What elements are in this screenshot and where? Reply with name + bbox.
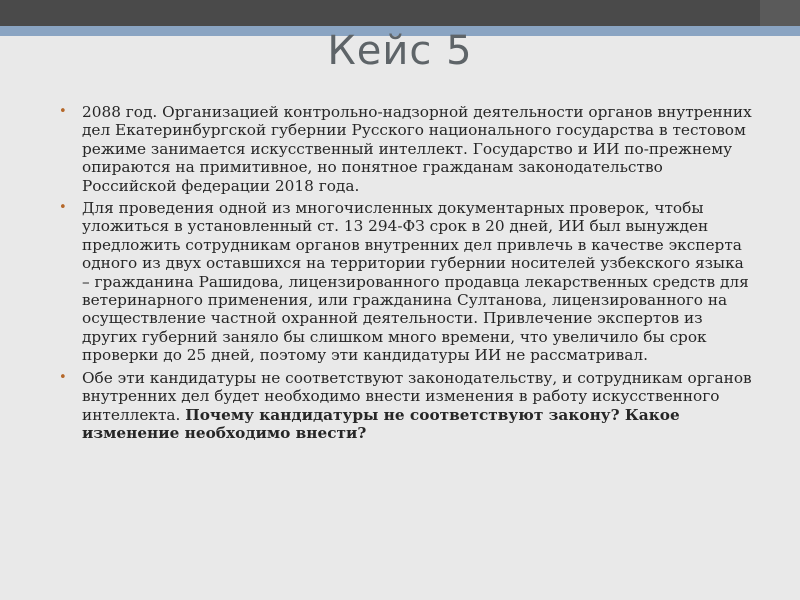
top-band-corner — [760, 0, 800, 26]
bullet-icon: • — [59, 200, 67, 216]
paragraph — [58, 369, 753, 443]
top-band — [0, 0, 800, 26]
slide-body — [58, 103, 753, 446]
paragraph-text: Для проведения одной из многочисленных документарных проверок, чтобы уложиться в установленный ст. 13 294-ФЗ срок в 20 дней, ИИ был вынужден предложить сотрудникам органов внутренних дел привлечь в качестве эксперта одного из двух оставшихся на территории губернии носителей узбекского языка – гражданина Рашидова, лицензированного продавца лекарственных средств для ветеринарного применения, или гражданина Султанова, лицензированного на осуществление частной охранной деятельности. Привлечение экспертов из других губерний заняло бы слишком много времени, что увеличило бы срок проверки до 25 дней, поэтому эти кандидатуры ИИ не рассматривал. — [82, 199, 749, 365]
bullet-icon: • — [59, 369, 67, 385]
bullet-icon: • — [59, 104, 67, 119]
paragraph — [58, 199, 753, 365]
paragraph-question: Почему кандидатуры не соответствуют закону? Какое изменение необходимо внести? — [82, 405, 680, 442]
slide-title: Кейс 5 — [327, 28, 473, 74]
paragraph-text: Обе эти кандидатуры не соответствуют законодательству, и сотрудникам органов внутренних дел будет необходимо внести изменения в работу искусственного интеллекта. — [82, 368, 752, 424]
paragraph-text: 2088 год. Организацией контрольно-надзорной деятельности органов внутренних дел Екатеринбургской губернии Русского национального государства в тестовом режиме занимается искусственный интеллект. Государство и ИИ по-прежнему опираются на примитивное, но понятное гражданам законодательство Российской федерации 2018 года. — [82, 103, 752, 195]
paragraph — [58, 103, 753, 195]
